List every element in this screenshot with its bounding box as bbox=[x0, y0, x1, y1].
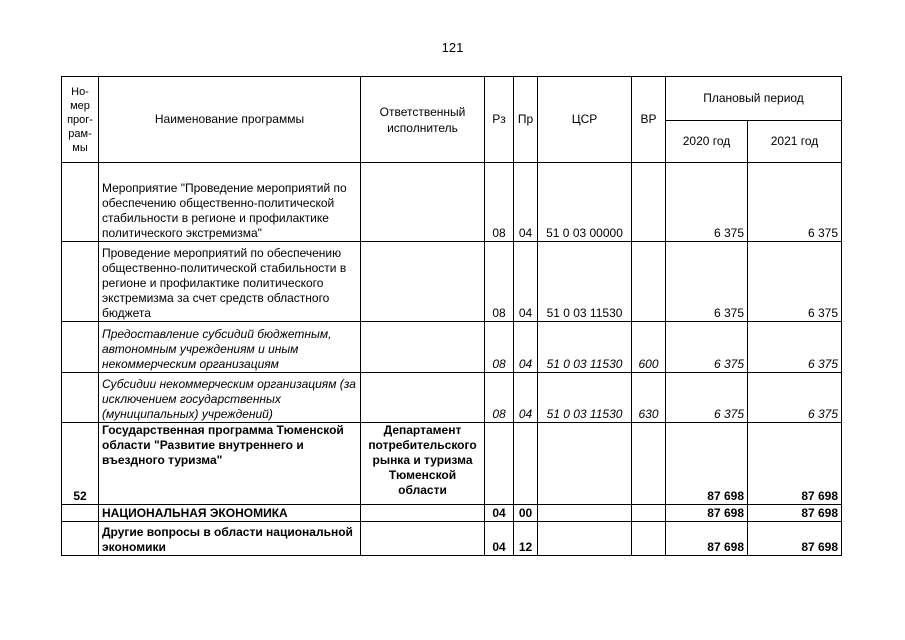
cell-2020: 6 375 bbox=[666, 242, 748, 322]
cell-pr: 04 bbox=[514, 373, 538, 423]
cell-2020: 87 698 bbox=[666, 423, 748, 505]
cell-number bbox=[62, 505, 99, 522]
header-rz: Рз bbox=[485, 77, 514, 163]
header-executor: Ответственный исполнитель bbox=[361, 77, 485, 163]
cell-number bbox=[62, 322, 99, 373]
cell-number: 52 bbox=[62, 423, 99, 505]
table-row bbox=[62, 522, 842, 556]
header-year-2021: 2021 год bbox=[748, 121, 842, 163]
cell-2020: 87 698 bbox=[666, 522, 748, 556]
cell-executor bbox=[361, 522, 485, 556]
cell-2021: 6 375 bbox=[748, 242, 842, 322]
header-program-number: Но- мер прог- рам- мы bbox=[62, 77, 99, 163]
cell-csr: 51 0 03 11530 bbox=[538, 242, 632, 322]
cell-pr: 04 bbox=[514, 163, 538, 242]
cell-rz: 04 bbox=[485, 505, 514, 522]
budget-table bbox=[61, 76, 842, 556]
cell-pr: 04 bbox=[514, 242, 538, 322]
cell-pr: 00 bbox=[514, 505, 538, 522]
cell-rz: 08 bbox=[485, 242, 514, 322]
cell-vr bbox=[632, 505, 666, 522]
cell-vr bbox=[632, 423, 666, 505]
header-year-2020: 2020 год bbox=[666, 121, 748, 163]
cell-pr bbox=[514, 423, 538, 505]
table-row bbox=[62, 423, 842, 505]
cell-name: Проведение мероприятий по обеспечению общественно-политической стабильности в регионе и профилактике политического экстремизма за счет средств областного бюджета bbox=[99, 242, 361, 322]
header-planned-period: Плановый период bbox=[666, 77, 842, 121]
table-row bbox=[62, 242, 842, 322]
cell-vr bbox=[632, 242, 666, 322]
table-row bbox=[62, 373, 842, 423]
cell-executor bbox=[361, 373, 485, 423]
cell-2021: 87 698 bbox=[748, 522, 842, 556]
table-row bbox=[62, 163, 842, 242]
cell-name: Государственная программа Тюменской области "Развитие внутреннего и въездного туризма" bbox=[99, 423, 361, 505]
header-vr: ВР bbox=[632, 77, 666, 163]
cell-2021: 6 375 bbox=[748, 373, 842, 423]
cell-name: Предоставление субсидий бюджетным, автономным учреждениям и иным некоммерческим организациям bbox=[99, 322, 361, 373]
cell-number bbox=[62, 373, 99, 423]
cell-vr bbox=[632, 163, 666, 242]
cell-rz bbox=[485, 423, 514, 505]
table-body bbox=[62, 163, 842, 556]
cell-2020: 6 375 bbox=[666, 322, 748, 373]
cell-executor: Департамент потребительского рынка и туризма Тюменской области bbox=[361, 423, 485, 505]
cell-rz: 08 bbox=[485, 373, 514, 423]
cell-csr bbox=[538, 505, 632, 522]
cell-executor bbox=[361, 505, 485, 522]
cell-2020: 87 698 bbox=[666, 505, 748, 522]
cell-name: Мероприятие "Проведение мероприятий по обеспечению общественно-политической стабильности в регионе и профилактике политического экстремизма" bbox=[99, 163, 361, 242]
cell-name: НАЦИОНАЛЬНАЯ ЭКОНОМИКА bbox=[99, 505, 361, 522]
cell-number bbox=[62, 163, 99, 242]
cell-csr: 51 0 03 11530 bbox=[538, 322, 632, 373]
cell-vr: 630 bbox=[632, 373, 666, 423]
table-row bbox=[62, 505, 842, 522]
cell-rz: 08 bbox=[485, 322, 514, 373]
cell-csr bbox=[538, 423, 632, 505]
cell-2021: 6 375 bbox=[748, 163, 842, 242]
cell-name: Субсидии некоммерческим организациям (за исключением государственных (муниципальных) учреждений) bbox=[99, 373, 361, 423]
header-csr: ЦСР bbox=[538, 77, 632, 163]
table-header bbox=[62, 77, 842, 163]
cell-2020: 6 375 bbox=[666, 373, 748, 423]
cell-2021: 87 698 bbox=[748, 505, 842, 522]
cell-executor bbox=[361, 322, 485, 373]
cell-rz: 04 bbox=[485, 522, 514, 556]
cell-csr bbox=[538, 522, 632, 556]
cell-csr: 51 0 03 00000 bbox=[538, 163, 632, 242]
cell-vr: 600 bbox=[632, 322, 666, 373]
cell-2020: 6 375 bbox=[666, 163, 748, 242]
cell-rz: 08 bbox=[485, 163, 514, 242]
cell-executor bbox=[361, 242, 485, 322]
cell-2021: 87 698 bbox=[748, 423, 842, 505]
page-number: 121 bbox=[441, 40, 464, 55]
cell-csr: 51 0 03 11530 bbox=[538, 373, 632, 423]
cell-executor bbox=[361, 163, 485, 242]
cell-name: Другие вопросы в области национальной экономики bbox=[99, 522, 361, 556]
cell-2021: 6 375 bbox=[748, 322, 842, 373]
cell-number bbox=[62, 522, 99, 556]
header-pr: Пр bbox=[514, 77, 538, 163]
header-program-name: Наименование программы bbox=[99, 77, 361, 163]
table-row bbox=[62, 322, 842, 373]
cell-vr bbox=[632, 522, 666, 556]
cell-number bbox=[62, 242, 99, 322]
cell-pr: 04 bbox=[514, 322, 538, 373]
cell-pr: 12 bbox=[514, 522, 538, 556]
